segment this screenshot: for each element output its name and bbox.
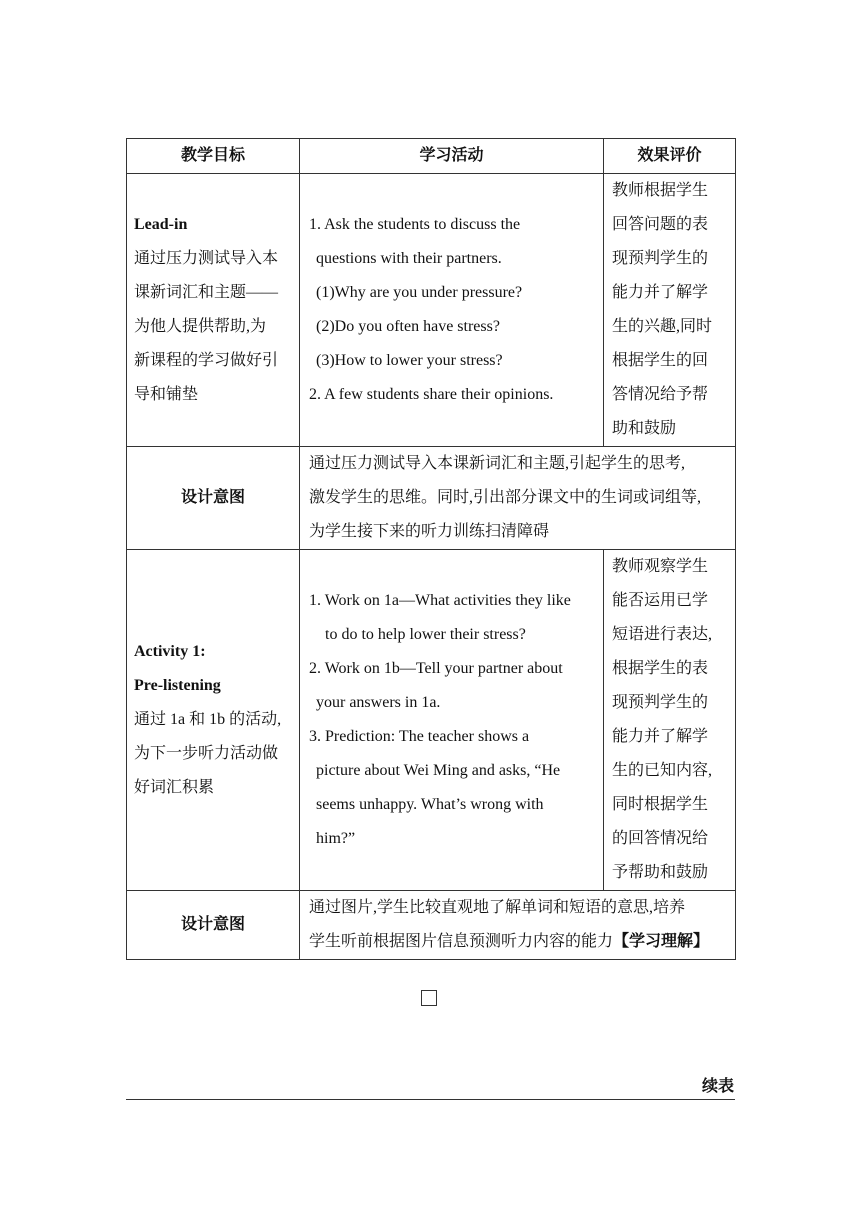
evaluation-line: 根据学生的回 bbox=[612, 352, 709, 369]
horizontal-rule bbox=[126, 1099, 735, 1100]
activity-1-title: Activity 1: bbox=[134, 643, 206, 660]
evaluation-line: 生的已知内容, bbox=[612, 762, 713, 779]
goal-line: 好词汇积累 bbox=[134, 779, 215, 796]
evaluation-line: 能力并了解学 bbox=[612, 728, 709, 745]
goal-line: 课新词汇和主题—— bbox=[134, 284, 279, 301]
checkbox-square bbox=[421, 990, 437, 1006]
evaluation-line: 答情况给予帮 bbox=[612, 386, 709, 403]
evaluation-line: 教师根据学生 bbox=[612, 182, 709, 199]
goal-line: 为下一步听力活动做 bbox=[134, 745, 279, 762]
table-row-design-intent-1 bbox=[127, 447, 736, 550]
evaluation-line: 根据学生的表 bbox=[612, 660, 709, 677]
activity-line: 2. Work on 1b—Tell your partner about bbox=[309, 660, 563, 677]
design-intent-text-cell bbox=[300, 891, 736, 960]
evaluation-line: 同时根据学生 bbox=[612, 796, 709, 813]
evaluation-line: 的回答情况给 bbox=[612, 830, 709, 847]
evaluation-line: 短语进行表达, bbox=[612, 626, 713, 643]
lead-in-title: Lead-in bbox=[134, 216, 188, 233]
evaluation-line: 生的兴趣,同时 bbox=[612, 318, 713, 335]
design-intent-label: 设计意图 bbox=[127, 891, 300, 960]
design-intent-text-cell bbox=[300, 447, 736, 550]
evaluation-line: 现预判学生的 bbox=[612, 250, 709, 267]
design-intent-line: 激发学生的思维。同时,引出部分课文中的生词或词组等, bbox=[309, 489, 702, 506]
evaluation-line: 回答问题的表 bbox=[612, 216, 709, 233]
design-intent-line: 为学生接下来的听力训练扫清障碍 bbox=[309, 523, 550, 540]
table-header-row bbox=[127, 139, 736, 174]
activity-line: to do to help lower their stress? bbox=[325, 626, 526, 643]
activity-line: 3. Prediction: The teacher shows a bbox=[309, 728, 530, 745]
design-intent-label: 设计意图 bbox=[127, 447, 300, 550]
goal-line: 通过 1a 和 1b 的活动, bbox=[134, 711, 282, 728]
lead-in-goal-cell bbox=[127, 174, 300, 447]
design-intent-line: 通过图片,学生比较直观地了解单词和短语的意思,培养 bbox=[309, 899, 686, 916]
table-row-lead-in bbox=[127, 174, 736, 447]
header-teaching-goal: 教学目标 bbox=[127, 139, 300, 174]
header-learning-activity: 学习活动 bbox=[300, 139, 604, 174]
activity-1-activity-cell bbox=[300, 550, 604, 891]
activity-line: him?” bbox=[316, 830, 356, 847]
design-intent-text: 学生听前根据图片信息预测听力内容的能力 bbox=[309, 933, 614, 950]
goal-line: 为他人提供帮助,为 bbox=[134, 318, 267, 335]
design-intent-line: 通过压力测试导入本课新词汇和主题,引起学生的思考, bbox=[309, 455, 686, 472]
lead-in-activity-cell bbox=[300, 174, 604, 447]
goal-line: 通过压力测试导入本 bbox=[134, 250, 279, 267]
activity-line: questions with their partners. bbox=[316, 250, 502, 267]
activity-line: your answers in 1a. bbox=[316, 694, 441, 711]
activity-line: 1. Ask the students to discuss the bbox=[309, 216, 521, 233]
continued-label: 续表 bbox=[701, 1078, 734, 1095]
activity-1-evaluation-cell bbox=[604, 550, 736, 891]
evaluation-line: 能力并了解学 bbox=[612, 284, 709, 301]
evaluation-line: 现预判学生的 bbox=[612, 694, 709, 711]
learning-understanding-tag: 【学习理解】 bbox=[613, 933, 710, 950]
evaluation-line: 教师观察学生 bbox=[612, 558, 709, 575]
activity-line: picture about Wei Ming and asks, “He bbox=[316, 762, 561, 779]
activity-line: 1. Work on 1a—What activities they like bbox=[309, 592, 571, 609]
table-row-activity-1 bbox=[127, 550, 736, 891]
evaluation-line: 助和鼓励 bbox=[612, 420, 677, 437]
header-evaluation: 效果评价 bbox=[604, 139, 736, 174]
goal-line: 新课程的学习做好引 bbox=[134, 352, 279, 369]
goal-line: 导和铺垫 bbox=[134, 386, 199, 403]
evaluation-line: 能否运用已学 bbox=[612, 592, 709, 609]
lesson-plan-table bbox=[126, 138, 736, 960]
activity-line: 2. A few students share their opinions. bbox=[309, 386, 554, 403]
activity-line: (3)How to lower your stress? bbox=[316, 352, 503, 369]
activity-line: (2)Do you often have stress? bbox=[316, 318, 500, 335]
lead-in-evaluation-cell bbox=[604, 174, 736, 447]
activity-1-goal-cell bbox=[127, 550, 300, 891]
evaluation-line: 予帮助和鼓励 bbox=[612, 864, 709, 881]
activity-line: (1)Why are you under pressure? bbox=[316, 284, 523, 301]
table-row-design-intent-2 bbox=[127, 891, 736, 960]
activity-line: seems unhappy. What’s wrong with bbox=[316, 796, 544, 813]
activity-1-subtitle: Pre-listening bbox=[134, 677, 221, 694]
design-intent-line bbox=[309, 925, 731, 959]
